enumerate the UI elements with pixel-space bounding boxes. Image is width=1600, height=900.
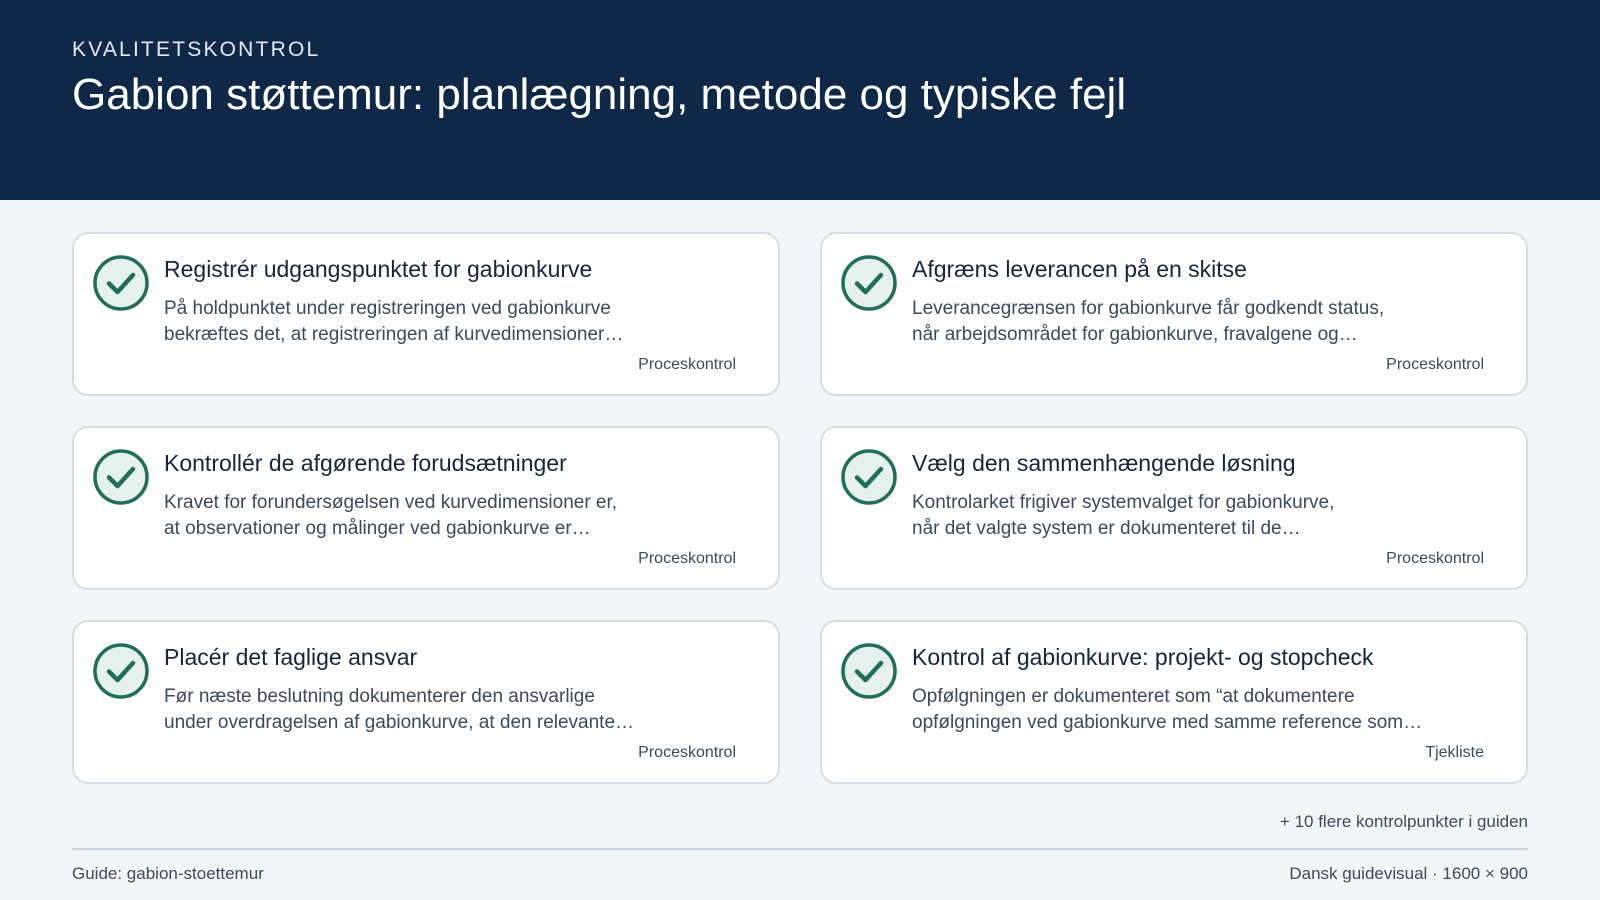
card-category-tag: Proceskontrol: [1386, 550, 1484, 567]
check-circle-icon: [840, 448, 898, 506]
check-circle-icon: [840, 254, 898, 312]
card-description-line: under overdragelsen af gabionkurve, at den relevante…: [164, 712, 635, 733]
card-title: Placér det faglige ansvar: [164, 644, 418, 670]
card-description-line: Kravet for forundersøgelsen ved kurvedimensioner er,: [164, 492, 618, 513]
checkpoint-card[interactable]: [72, 232, 780, 396]
page-header: [0, 0, 1600, 200]
check-circle-icon: [92, 448, 150, 506]
card-title: Vælg den sammenhængende løsning: [912, 450, 1296, 476]
footer-guide-label: Guide: gabion-stoettemur: [72, 864, 264, 883]
card-description: [164, 490, 738, 542]
card-category-tag: Proceskontrol: [1386, 356, 1484, 373]
card-category-tag: Tjekliste: [1425, 744, 1484, 761]
card-description-line: Kontrolarket frigiver systemvalget for gabionkurve,: [912, 492, 1335, 513]
card-description: [912, 296, 1486, 348]
card-title: Kontrol af gabionkurve: projekt- og stopcheck: [912, 644, 1374, 670]
card-description-line: når arbejdsområdet for gabionkurve, fravalgene og…: [912, 324, 1358, 345]
card-category-tag: Proceskontrol: [638, 550, 736, 567]
card-title: Registrér udgangspunktet for gabionkurve: [164, 256, 593, 282]
check-circle-icon: [840, 642, 898, 700]
card-title: Afgræns leverancen på en skitse: [912, 256, 1247, 282]
card-title: Kontrollér de afgørende forudsætninger: [164, 450, 567, 476]
footer-meta-label: Dansk guidevisual · 1600 × 900: [1289, 864, 1528, 883]
checkpoint-card[interactable]: [72, 620, 780, 784]
more-checkpoints-link[interactable]: + 10 flere kontrolpunkter i guiden: [1279, 812, 1528, 831]
checkpoint-card[interactable]: [820, 232, 1528, 396]
check-circle-icon: [92, 254, 150, 312]
card-description: [912, 684, 1486, 736]
page-title: Gabion støttemur: planlægning, metode og typiske fejl: [72, 70, 1127, 119]
checklist-grid: [72, 232, 1528, 784]
card-description: [164, 296, 738, 348]
card-description-line: Før næste beslutning dokumenterer den ansvarlige: [164, 686, 595, 707]
card-category-tag: Proceskontrol: [638, 356, 736, 373]
card-description-line: bekræftes det, at registreringen af kurvedimensioner…: [164, 324, 624, 345]
card-description-line: Opfølgningen er dokumenteret som “at dokumentere: [912, 686, 1355, 707]
eyebrow-label: KVALITETSKONTROL: [72, 38, 321, 61]
footer-divider: [72, 848, 1528, 850]
card-description-line: at observationer og målinger ved gabionkurve er…: [164, 518, 591, 539]
card-description: [164, 684, 738, 736]
checkpoint-card[interactable]: [820, 426, 1528, 590]
checkpoint-card[interactable]: [72, 426, 780, 590]
card-category-tag: Proceskontrol: [638, 744, 736, 761]
card-description-line: opfølgningen ved gabionkurve med samme reference som…: [912, 712, 1423, 733]
check-circle-icon: [92, 642, 150, 700]
card-description-line: Leverancegrænsen for gabionkurve får godkendt status,: [912, 298, 1385, 319]
card-description: [912, 490, 1486, 542]
card-description-line: når det valgte system er dokumenteret til de…: [912, 518, 1301, 539]
card-description-line: På holdpunktet under registreringen ved gabionkurve: [164, 298, 611, 319]
checkpoint-card[interactable]: [820, 620, 1528, 784]
